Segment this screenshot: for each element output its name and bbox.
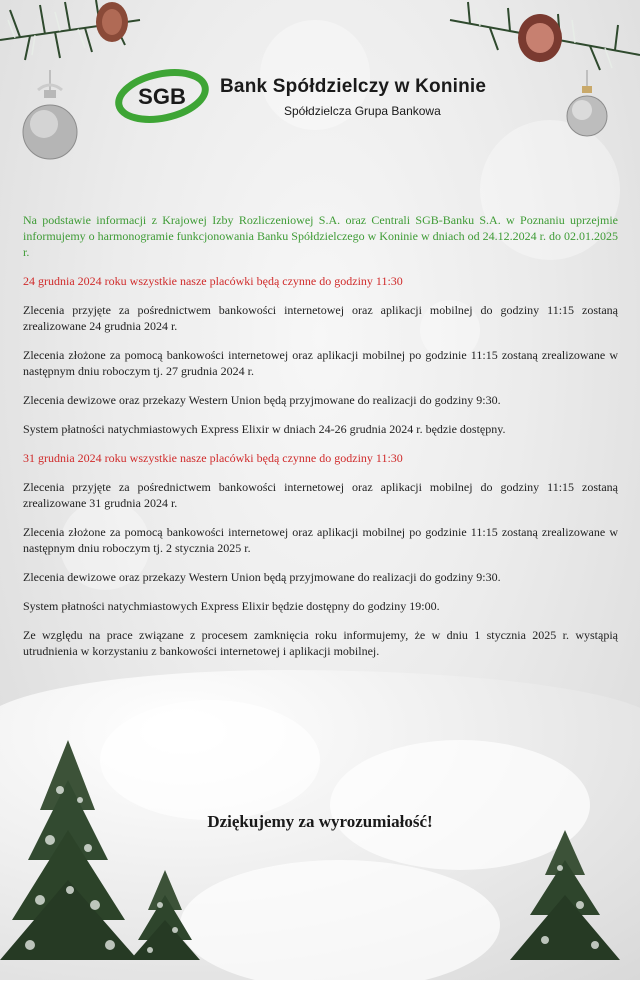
- logo-text: SGB: [138, 84, 186, 109]
- date-heading: 31 grudnia 2024 roku wszystkie nasze placówki będą czynne do godziny 11:30: [23, 451, 403, 465]
- info-paragraph: Zlecenia złożone za pomocą bankowości internetowej oraz aplikacji mobilnej po godzinie 11:15 zostaną zrealizowane w następnym dniu roboczym tj. 2 stycznia 2025 r.: [23, 525, 618, 555]
- bank-subtitle: Spółdzielcza Grupa Bankowa: [284, 104, 441, 118]
- info-paragraph: System płatności natychmiastowych Express Elixir w dniach 24-26 grudnia 2024 r. będzie dostępny.: [23, 422, 506, 436]
- intro-paragraph: Na podstawie informacji z Krajowej Izby Rozliczeniowej S.A. oraz Centrali SGB-Banku S.A. w Poznaniu uprzejmie informujemy o harmonogramie funkcjonowania Banku Spółdzielczego w Koninie w dniach od 24.12.2024 r. do 02.01.2025 r.: [23, 213, 618, 259]
- christmas-ornament-right-icon: [562, 70, 612, 145]
- christmas-tree-right-icon: [510, 830, 620, 960]
- info-paragraph: Ze względu na prace związane z procesem zamknięcia roku informujemy, że w dniu 1 stycznia 2025 r. wystąpią utrudnienia w korzystaniu z bankowości internetowej i aplikacji mobilnej.: [23, 628, 618, 658]
- info-paragraph: Zlecenia dewizowe oraz przekazy Western Union będą przyjmowane do realizacji do godziny 9:30.: [23, 393, 501, 407]
- info-paragraph: Zlecenia dewizowe oraz przekazy Western Union będą przyjmowane do realizacji do godziny 9:30.: [23, 570, 501, 584]
- info-paragraph: Zlecenia przyjęte za pośrednictwem bankowości internetowej oraz aplikacji mobilnej do godziny 11:15 zostaną zrealizowane 24 grudnia 2024 r.: [23, 303, 618, 333]
- info-paragraph: Zlecenia złożone za pomocą bankowości internetowej oraz aplikacji mobilnej po godzinie 11:15 zostaną zrealizowane w następnym dniu roboczym tj. 27 grudnia 2024 r.: [23, 348, 618, 378]
- info-paragraph: Zlecenia przyjęte za pośrednictwem bankowości internetowej oraz aplikacji mobilnej do godziny 11:15 zostaną zrealizowane 31 grudnia 2024 r.: [23, 480, 618, 510]
- christmas-tree-left-icon: [0, 740, 140, 960]
- date-heading: 24 grudnia 2024 roku wszystkie nasze placówki będą czynne do godziny 11:30: [23, 274, 403, 288]
- info-paragraph: System płatności natychmiastowych Express Elixir będzie dostępny do godziny 19:00.: [23, 599, 440, 613]
- bank-name: Bank Spółdzielczy w Koninie: [220, 76, 487, 97]
- closing-message: Dziękujemy za wyrozumiałość!: [207, 812, 433, 831]
- christmas-ornament-left-icon: [20, 70, 80, 165]
- christmas-tree-small-icon: [130, 870, 200, 960]
- announcement-body: [23, 212, 618, 672]
- snow-drift: [180, 860, 500, 990]
- sgb-logo-icon: [112, 64, 212, 124]
